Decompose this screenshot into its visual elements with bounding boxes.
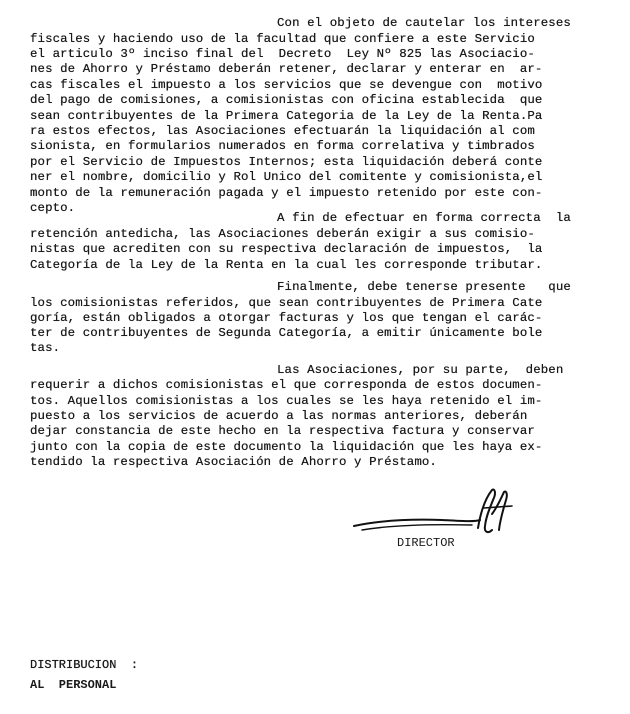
text-line: puesto a los servicios de acuerdo a las normas anteriores, deberán (30, 409, 528, 423)
text-line: tendido la respectiva Asociación de Ahorro y Préstamo. (30, 455, 437, 469)
text-line: sionista, en formularios numerados en forma correlativa y timbrados (30, 139, 535, 153)
text-line: retención antedicha, las Asociaciones deberán exigir a sus comisio- (30, 227, 535, 241)
text-line: requerir a dichos comisionistas el que corresponda de estos documen- (30, 378, 543, 392)
text-line: el articulo 3º inciso final del Decreto Ley Nº 825 las Asociacio- (30, 47, 535, 61)
text-line: del pago de comisiones, a comisionistas con oficina establecida que (30, 93, 543, 107)
text-line: nes de Ahorro y Préstamo deberán retener, declarar y enterar en ar- (30, 62, 543, 76)
text-line: dejar constancia de este hecho en la respectiva factura y conservar (30, 424, 535, 438)
text-line: cepto. (30, 201, 76, 215)
text-line: Categoría de la Ley de la Renta en la cual les corresponde tributar. (30, 258, 543, 272)
text-line: los comisionistas referidos, que sean contribuyentes de Primera Cate (30, 296, 543, 310)
text-line: tas. (30, 341, 61, 355)
distribution-recipient: AL PERSONAL (30, 678, 117, 692)
text-line: fiscales y haciendo uso de la facultad que confiere a este Servicio (30, 32, 535, 46)
text-line: tos. Aquellos comisionistas a los cuales se les haya retenido el im- (30, 394, 543, 408)
signer-title: DIRECTOR (397, 536, 455, 550)
text-line: ra estos efectos, las Asociaciones efectuarán la liquidación al com (30, 124, 535, 138)
text-line: Finalmente, debe tenerse presente que (277, 280, 571, 294)
text-line: Las Asociaciones, por su parte, deben (277, 363, 564, 377)
text-line: junto con la copia de este documento la liquidación que les haya ex- (30, 440, 543, 454)
text-line: monto de la remuneración pagada y el impuesto retenido por este con- (30, 186, 543, 200)
text-line: sean contribuyentes de la Primera Categoria de la Ley de la Renta.Pa (30, 109, 543, 123)
distribution-label: DISTRIBUCION : (30, 658, 139, 672)
text-line: nistas que acrediten con su respectiva declaración de impuestos, la (30, 242, 543, 256)
text-line: ter de contribuyentes de Segunda Categoría, a emitir únicamente bole (30, 326, 543, 340)
text-line: ner el nombre, domicilio y Rol Unico del comitente y comisionista,el (30, 170, 543, 184)
text-line: A fin de efectuar en forma correcta la (277, 211, 571, 225)
text-line: Con el objeto de cautelar los intereses (277, 16, 571, 30)
text-line: cas fiscales el impuesto a los servicios que se devengue con motivo (30, 78, 543, 92)
text-line: goría, están obligados a otorgar facturas y los que tengan el carác- (30, 311, 543, 325)
text-line: por el Servicio de Impuestos Internos; esta liquidación deberá conte (30, 155, 543, 169)
